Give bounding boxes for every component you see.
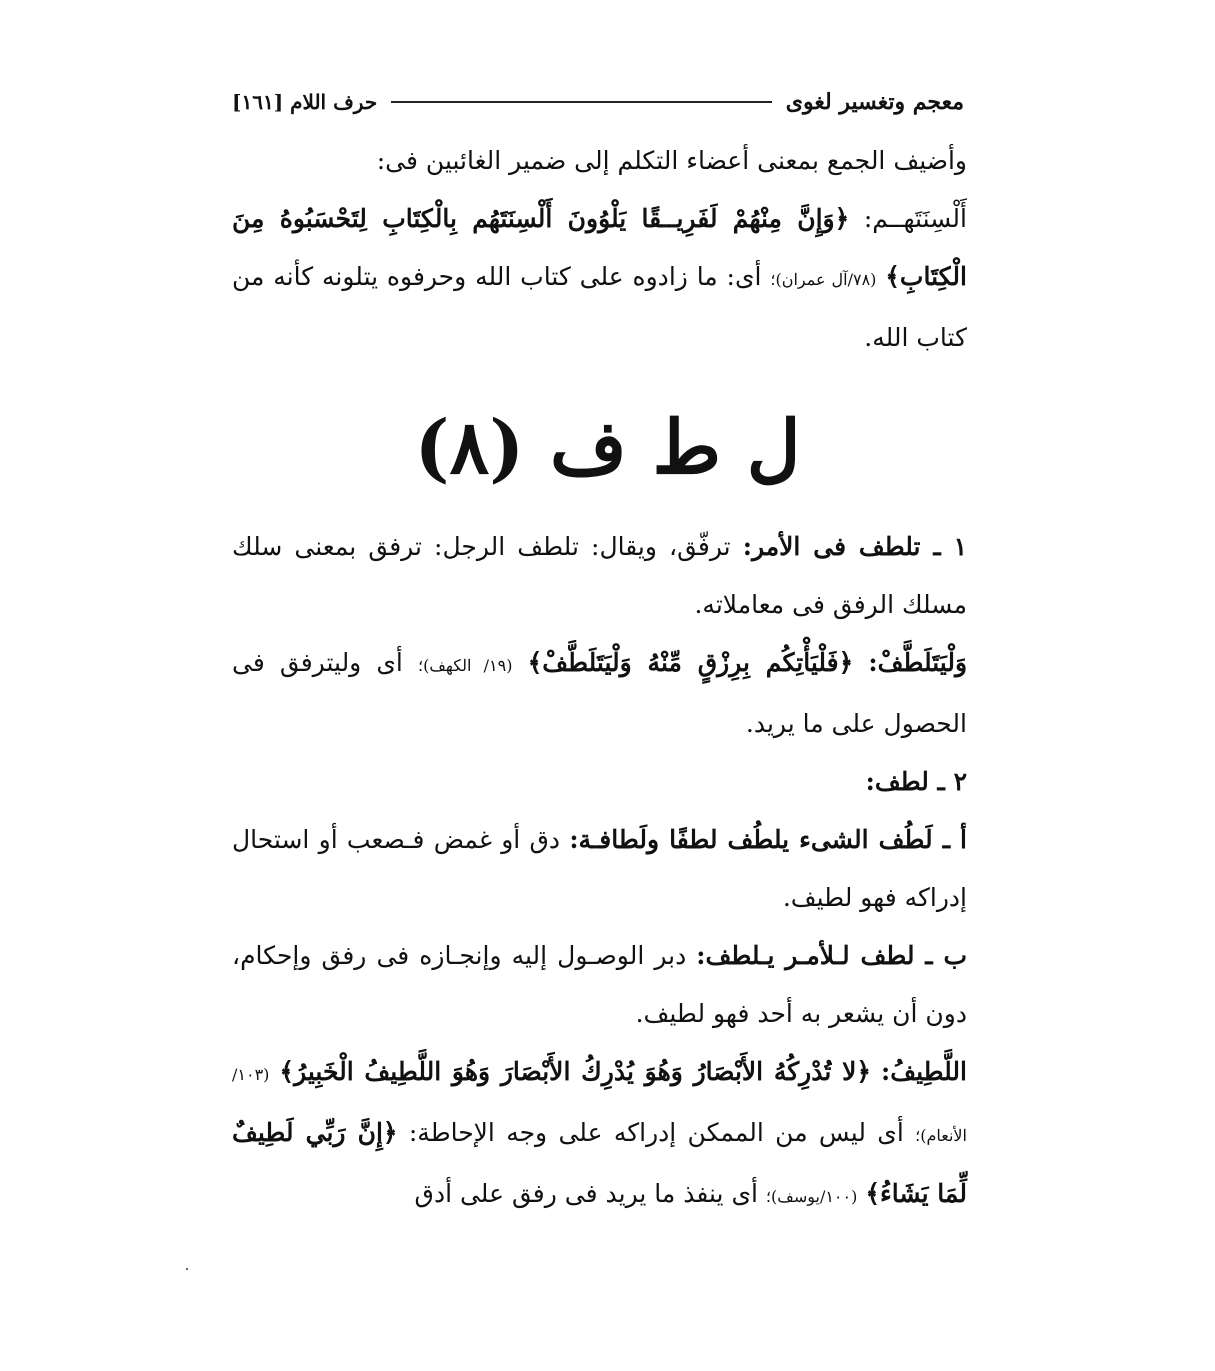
entry-4-term: أ ـ لَطُف الشىء يلطُف لطفًا ولَطافـة: bbox=[569, 825, 968, 854]
intro-verse: ﴿وَإِنَّ مِنْهُمْ لَفَرِيــقًا يَلْوُونَ أَلْسِنَتَهُم بِالْكِتَابِ لِتَحْسَبُوهُ مِنَ الْكِتَابِ﴾ bbox=[232, 204, 967, 291]
intro-explanation: أى: ما زادوه على كتاب الله وحرفوه يتلونه كأنه من كتاب الله. bbox=[232, 262, 967, 352]
entry-1-term: ١ ـ تلطف فى الأمر: bbox=[742, 532, 967, 561]
entry-5-term: ب ـ لطف لـلأمـر يـلطف: bbox=[696, 941, 967, 970]
entry-6-term: اللَّطِيفُ: bbox=[880, 1057, 967, 1086]
entry-2-verse: ﴿فَلْيَأْتِكُم بِرِزْقٍ مِّنْهُ وَلْيَتَلَطَّفْ﴾ bbox=[527, 648, 854, 677]
entries-block bbox=[232, 518, 967, 1226]
entry-5 bbox=[232, 927, 967, 1043]
entry-2-text: أى وليترفق فى الحصول على ما يريد. bbox=[232, 648, 967, 738]
entry-6-text: أى ليس من الممكن إدراكه على وجه الإحاطة: bbox=[408, 1118, 904, 1147]
header-title: معجم وتغسير لغوى bbox=[785, 89, 964, 115]
header-page-number: [١٦١] bbox=[232, 90, 284, 114]
intro-term: أَلْسِنَتَهــم: bbox=[863, 204, 967, 233]
running-header bbox=[232, 84, 964, 120]
header-section: حرف اللام bbox=[290, 90, 378, 114]
header-section-and-page bbox=[232, 90, 377, 114]
entry-6 bbox=[232, 1043, 967, 1226]
entry-1-text: ترفّق، ويقال: تلطف الرجل: ترفق بمعنى سلك مسلك الرفق فى معاملاته. bbox=[232, 532, 967, 619]
header-rule bbox=[391, 101, 772, 103]
intro-paragraph bbox=[232, 132, 967, 367]
entry-2-term: وَلْيَتَلَطَّفْ: bbox=[868, 648, 968, 677]
entry-4-text: دق أو غمض فـصعب أو استحال إدراكه فهو لطيف. bbox=[232, 825, 967, 912]
entry-2 bbox=[232, 634, 967, 753]
entry-1 bbox=[232, 518, 967, 634]
entry-4 bbox=[232, 811, 967, 927]
entry-6-ref: (١٠٣/الأنعام)؛ bbox=[232, 1065, 967, 1145]
intro-verse-paragraph bbox=[232, 190, 967, 367]
entry-3-term: ٢ ـ لطف: bbox=[865, 767, 967, 796]
entry-2-ref: (١٩/ الكهف)؛ bbox=[417, 656, 513, 675]
entry-5-text: دبر الوصـول إليه وإنجـازه فى رفق وإحكام، دون أن يشعر به أحد فهو لطيف. bbox=[232, 941, 967, 1028]
entry-6-verse: ﴿لا تُدْرِكُهُ الأَبْصَارُ وَهُوَ يُدْرِكُ الأَبْصَارَ وَهُوَ اللَّطِيفُ الْخَبِيرُ﴾ bbox=[279, 1057, 871, 1086]
entry-7-text: أى ينفذ ما يريد فى رفق على أدق bbox=[414, 1179, 758, 1208]
entry-7-ref: (١٠٠/يوسف)؛ bbox=[765, 1187, 858, 1206]
scan-speck bbox=[186, 1268, 188, 1270]
intro-ref: (٧٨/آل عمران)؛ bbox=[770, 270, 877, 289]
root-heading: ل ط ف (٨) bbox=[414, 405, 801, 491]
intro-line: وأضيف الجمع بمعنى أعضاء التكلم إلى ضمير الغائبين فى: bbox=[376, 146, 967, 175]
entry-7-verse: ﴿إِنَّ رَبِّي لَطِيفٌ لِّمَا يَشَاءُ﴾ bbox=[232, 1118, 967, 1208]
